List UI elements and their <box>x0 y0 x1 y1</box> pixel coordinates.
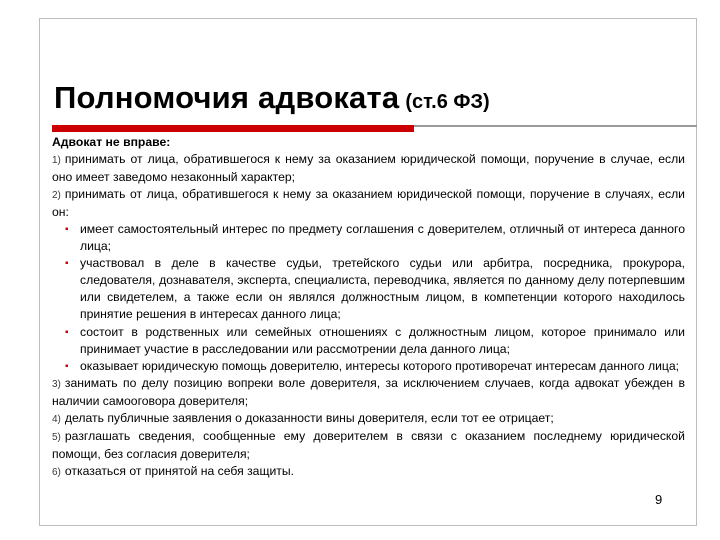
page-number: 9 <box>655 492 663 507</box>
list-item-1 <box>52 151 685 186</box>
slide-title <box>54 80 490 116</box>
item-text: занимать по делу позицию вопреки воле доверителя, за исключением случаев, когда адвокат убежден в наличии самооговора доверителя; <box>52 375 685 408</box>
list-item-4 <box>52 410 685 428</box>
item-number: 3) <box>52 378 61 390</box>
bullet-text: оказывает юридическую помощь доверителю, интересы которого противоречат интересам данного лица; <box>80 358 680 373</box>
item-text: принимать от лица, обратившегося к нему за оказанием юридической помощи, поручение в случаях, если он: <box>52 187 685 220</box>
item-text: принимать от лица, обратившегося к нему за оказанием юридической помощи, поручение в случае, если оно имеет заведомо незаконный характер; <box>52 152 685 185</box>
bullet-item-3 <box>52 324 685 358</box>
bullet-item-4 <box>52 358 685 375</box>
bullet-item-2 <box>52 255 685 323</box>
bullet-item-1 <box>52 221 685 255</box>
bullet-text: участвовал в деле в качестве судьи, третейского судьи или арбитра, посредника, прокурора, следователя, дознавателя, эксперта, специалиста, переводчика, является по данному делу потерпевшим или свидетелем, а также если он являлся должностным лицом, в компетенции которого находилось принятие решения в интересах данного лица; <box>80 256 685 322</box>
item-number: 1) <box>52 155 61 167</box>
bullet-text: состоит в родственных или семейных отношениях с должностным лицом, которое принимало или принимает участие в расследовании или рассмотрении дела данного лица; <box>80 324 685 356</box>
list-item-2 <box>52 186 685 221</box>
list-item-5 <box>52 428 685 463</box>
title-suffix: (ст.6 ФЗ) <box>405 91 490 113</box>
item-text: отказаться от принятой на себя защиты. <box>64 463 295 478</box>
title-main: Полномочия адвоката <box>54 80 400 115</box>
title-underline-accent <box>52 125 414 132</box>
bullet-square-icon: ▪ <box>65 360 69 372</box>
title-underline-rule <box>414 125 697 127</box>
bullet-square-icon: ▪ <box>65 258 69 270</box>
item-text: разглашать сведения, сообщенные ему доверителем в связи с оказанием последнему юридической помощи, без согласия доверителя; <box>52 428 685 461</box>
slide-body <box>52 134 685 481</box>
item-number: 2) <box>52 190 61 202</box>
bullet-text: имеет самостоятельный интерес по предмету соглашения с доверителем, отличный от интереса данного лица; <box>80 222 685 254</box>
body-heading: Адвокат не вправе: <box>52 135 171 149</box>
item-number: 4) <box>52 413 61 425</box>
list-item-6 <box>52 463 685 481</box>
bullet-square-icon: ▪ <box>65 326 69 338</box>
item-number: 6) <box>52 466 61 478</box>
bullet-square-icon: ▪ <box>65 224 69 236</box>
item-number: 5) <box>52 431 61 443</box>
list-item-3 <box>52 375 685 410</box>
item-text: делать публичные заявления о доказанности вины доверителя, если тот ее отрицает; <box>64 410 554 425</box>
